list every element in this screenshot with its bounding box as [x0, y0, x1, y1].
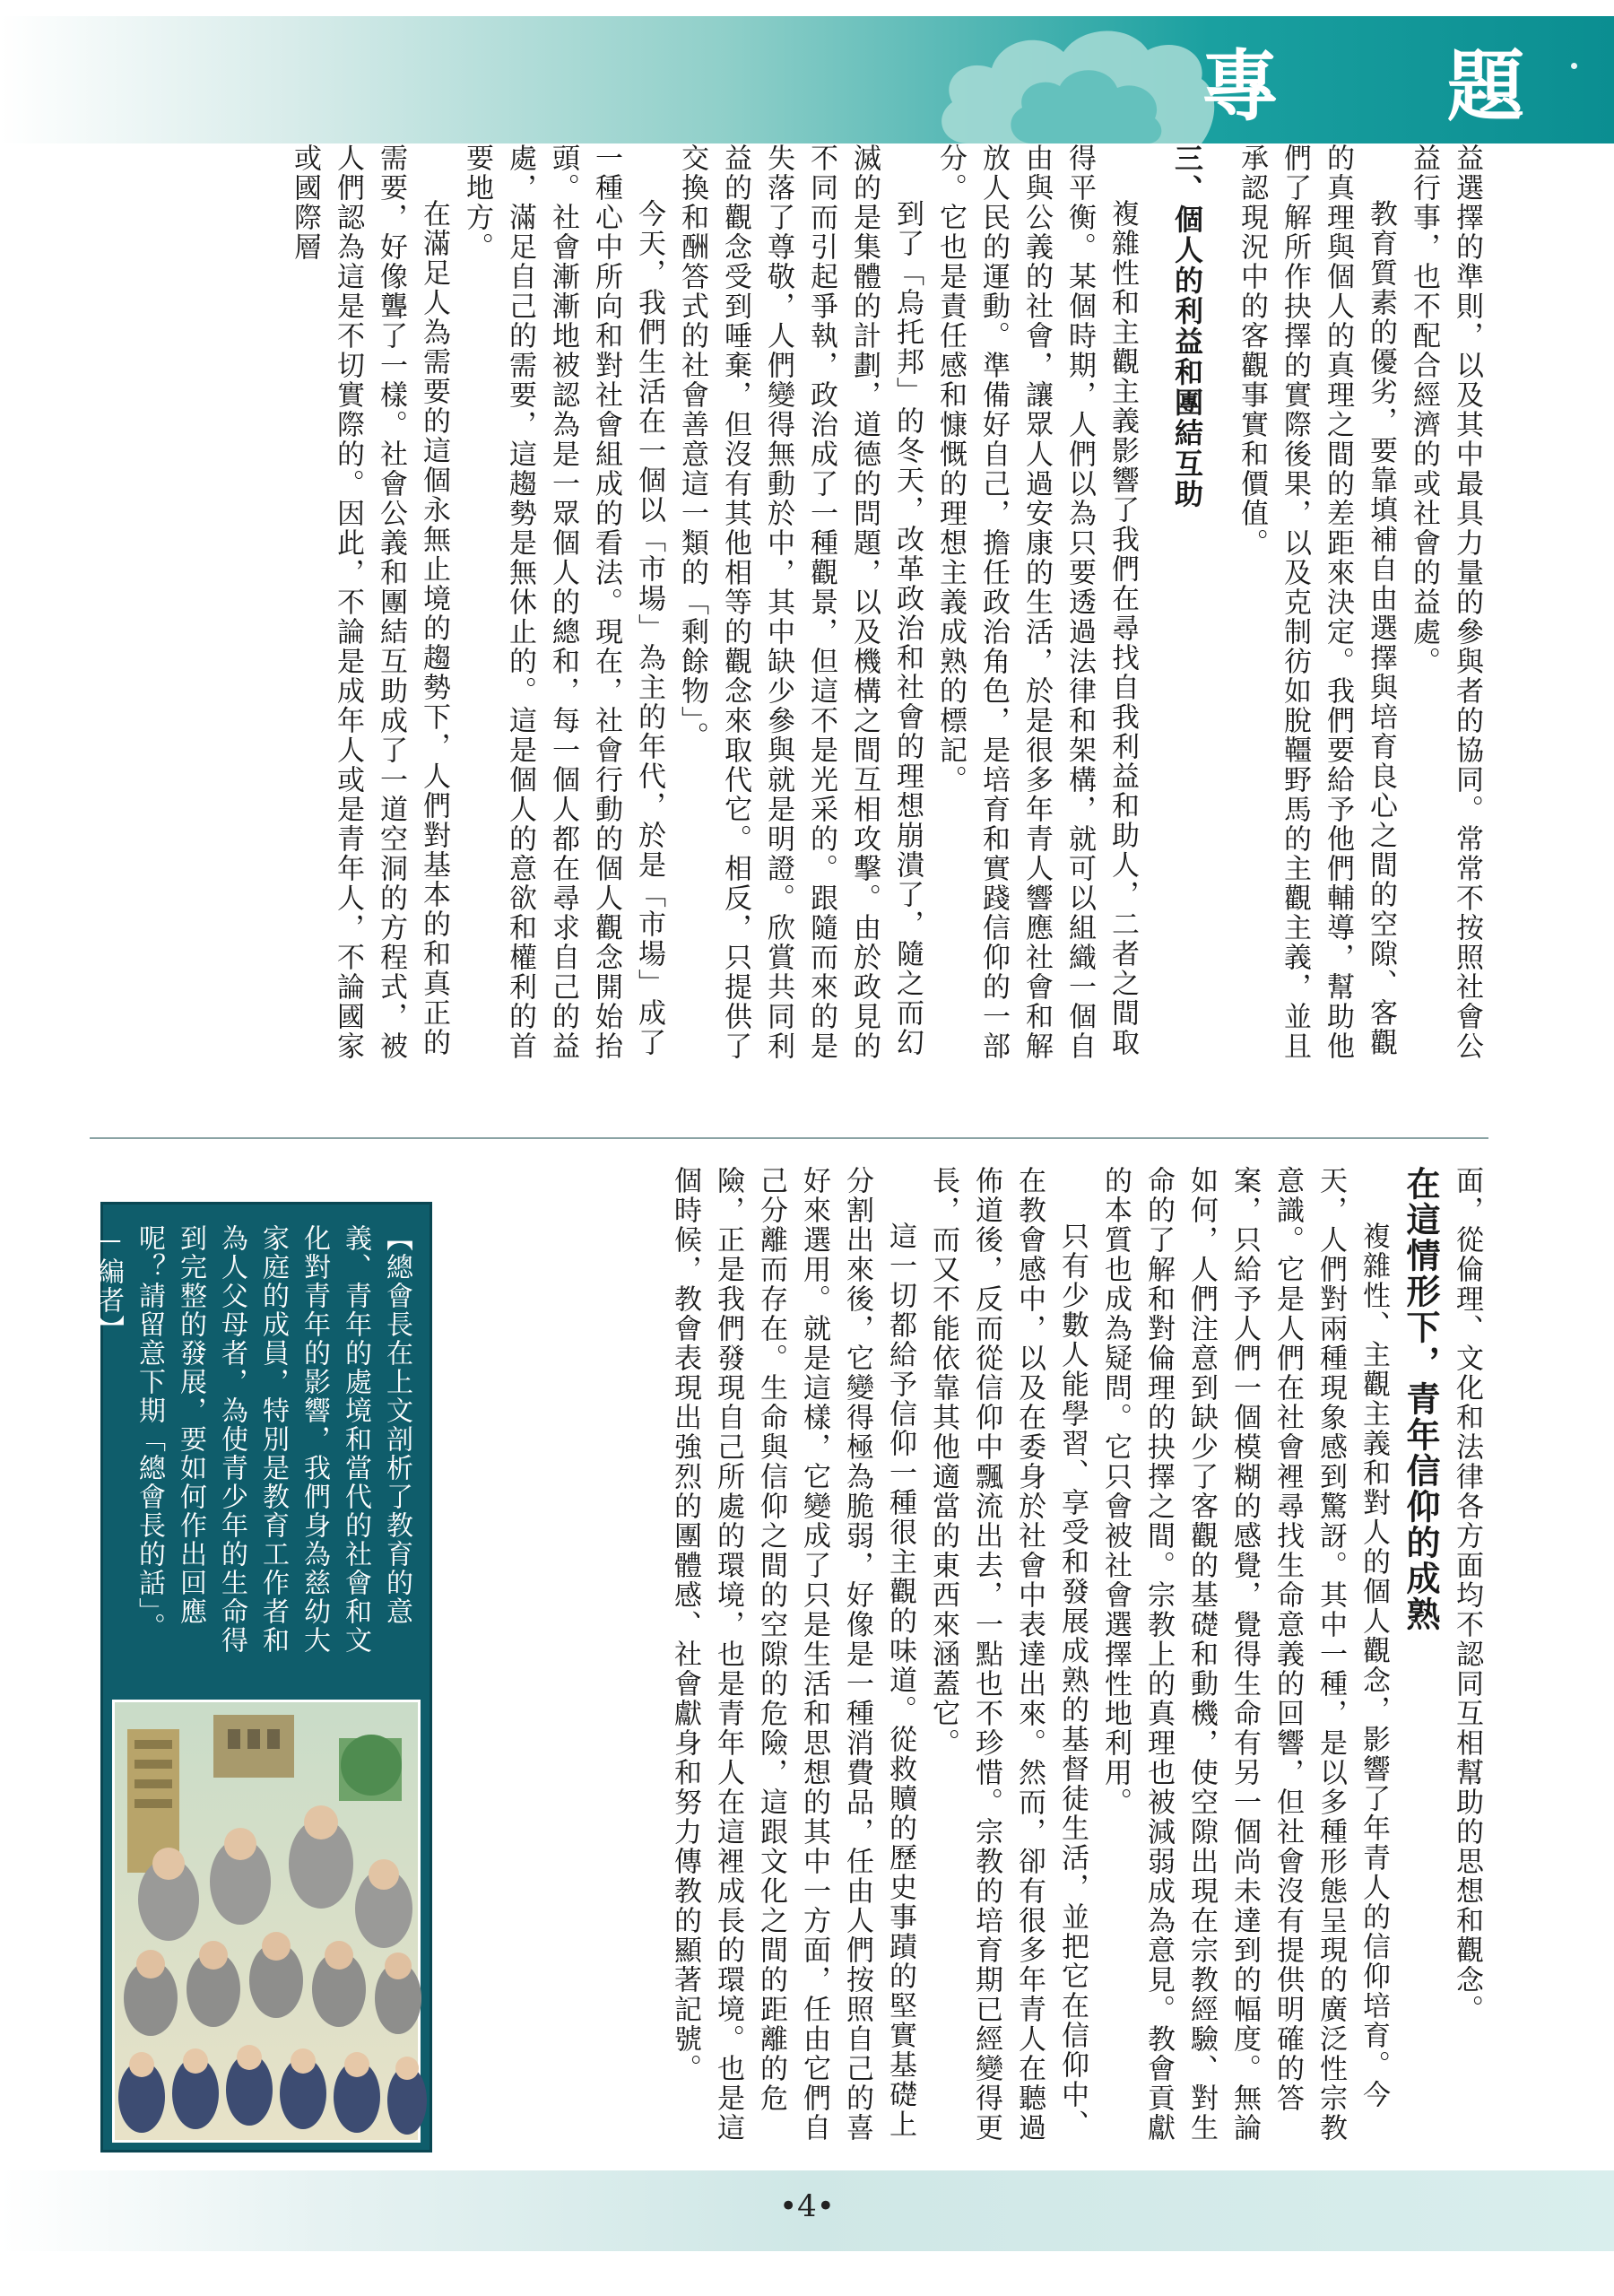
- editor-note-box: [92, 1202, 432, 2152]
- section-title-char-1: 專: [1202, 42, 1279, 132]
- cloud-decoration: [933, 16, 1219, 144]
- subheading-individual-interest: 三、個人的利益和團結互助: [1170, 144, 1204, 509]
- heading-youth-faith-maturity: 在這情形下，青年信仰的成熟: [1401, 1166, 1440, 1632]
- paragraph-market-era: 今天，我們生活在一個以「市場」為主的年代，於是「市場」成了一種心中所向和對社會組成的看法。現在，社會行動的個人觀念開始抬頭。社會漸漸地被認為是一眾個人的總和，每一個人都在尋求自己的益處，滿足自己的需要，這趨勢是無休止的。這是個人的意欲和權利的首要地方。: [461, 144, 665, 1061]
- paragraph-continued-bottom: 面，從倫理、文化和法律各方面均不認同互相幫助的思想和觀念。: [1451, 1166, 1483, 2024]
- paragraph-utopia-winter: 到了「烏托邦」的冬天，改革政治和社會的理想崩潰了，隨之而幻滅的是集體的計劃，道德的問題，以及機構之間互相攻擊。由於政見的不同而引起爭執，政治成了一種觀景，但這不是光采的。跟隨而來的是失落了尊敬，人們變得無動於中，其中缺少參與就是明證。欣賞共同利益的觀念受到唾棄，但沒有其他相等的觀念來取代它。相反，只提供了交換和酬答式的社會善意這一類的「剩餘物」。: [676, 144, 924, 1061]
- paragraph-complexity: 複雜性和主觀主義影響了我們在尋找自我利益和助人，二者之間取得平衡。某個時期，人們以為只要透過法律和架構，就可以組織一個自由與公義的社會，讓眾人過安康的生活，於是很多年青人響應社會和解放人民的運動。準備好自己，擔任政治角色，是培育和實踐信仰的一部分。它也是責任感和慷慨的理想主義成熟的標記。: [934, 144, 1139, 1061]
- header-dot: [1571, 63, 1577, 69]
- group-illustration: [112, 1700, 421, 2143]
- editor-note-text: 【總會長在上文剖析了教育的意義、青年的處境和當代的社會和文化對青年的影響，我們身為慈幼大家庭的成員，特別是教育工作者和為人父母者，為使青少年的生命得到完整的發展，要如何作出回應呢？請留意下期「總會長的話」。—編者】: [92, 1224, 412, 1655]
- paragraph-subjective-faith: 這一切都給予信仰一種很主觀的味道。從救贖的歷史事蹟的堅實基礎上分割出來後，它變得極為脆弱，好像是一種消費品，任由人們按照自己的喜好來選用。就是這樣，它變成了只是生活和思想的其中一方面，任由它們自己分離而存在。生命與信仰之間的空隙的危險，這跟文化之間的距離的危險，正是我們發現自己所處的環境，也是青年人在這裡成長的環境。也是這個時候，教會表現出強烈的團體感、社會獻身和努力傳教的顯著記號。: [669, 1166, 916, 2143]
- section-title-char-2: 題: [1447, 42, 1524, 132]
- paragraph-few-mature: 只有少數人能學習、享受和發展成熟的基督徒生活，並把它在信仰中、在教會感中，以及在委身於社會中表達出來。然而，卻有很多年青人在聽過佈道後，反而從信仰中飄流出去，一點也不珍惜。宗教的培育期已經變得更長，而又不能依靠其他適當的東西來涵蓋它。: [927, 1166, 1089, 2143]
- paragraph-continued: 益選擇的準則，以及其中最具力量的參與者的協同。常常不按照社會公益行事，也不配合經濟的或社會的益處。: [1408, 144, 1483, 1061]
- paragraph-endless-trend: 在滿足人為需要的這個永無止境的趨勢下，人們對基本的和真正的需要，好像聾了一樣。社會公義和團結互助成了一道空洞的方程式，被人們認為這是不切實際的。因此，不論是成年人或是青年人，不論國家或國際層: [289, 144, 450, 1061]
- article-bottom-columns: [448, 1166, 1488, 2152]
- section-divider: [90, 1137, 1488, 1139]
- page-number: •4•: [779, 2188, 835, 2224]
- group-portrait-image: [115, 1702, 418, 2140]
- section-title: [1202, 22, 1524, 138]
- paragraph-education-quality: 教育質素的優劣，要靠填補自由選擇與培育良心之間的空隙、客觀的真理與個人的真理之間的差距來決定。我們要給予他們輔導，幫助他們了解所作抉擇的實際後果，以及克制彷如脫韁野馬的主觀主義，並且承認現況中的客觀事實和價值。: [1236, 144, 1397, 1061]
- paragraph-religious-sense: 複雜性、主觀主義和對人的個人觀念，影響了年青人的信仰培育。今天，人們對兩種現象感到驚訝。其中一種，是以多種形態呈現的廣泛性宗教意識。它是人們在社會裡尋找生命意義的回響，但社會沒有提供明確的答案，只給予人們一個模糊的感覺，覺得生命有另一個尚未達到的幅度。無論如何，人們注意到缺少了客觀的基礎和動機，使空隙出現在宗教經驗、對生命的了解和對倫理的抉擇之間。宗教上的真理也被減弱成為意見。教會貢獻的本質也成為疑問。它只會被社會選擇性地利用。: [1099, 1166, 1390, 2143]
- article-top-columns: [108, 144, 1488, 1085]
